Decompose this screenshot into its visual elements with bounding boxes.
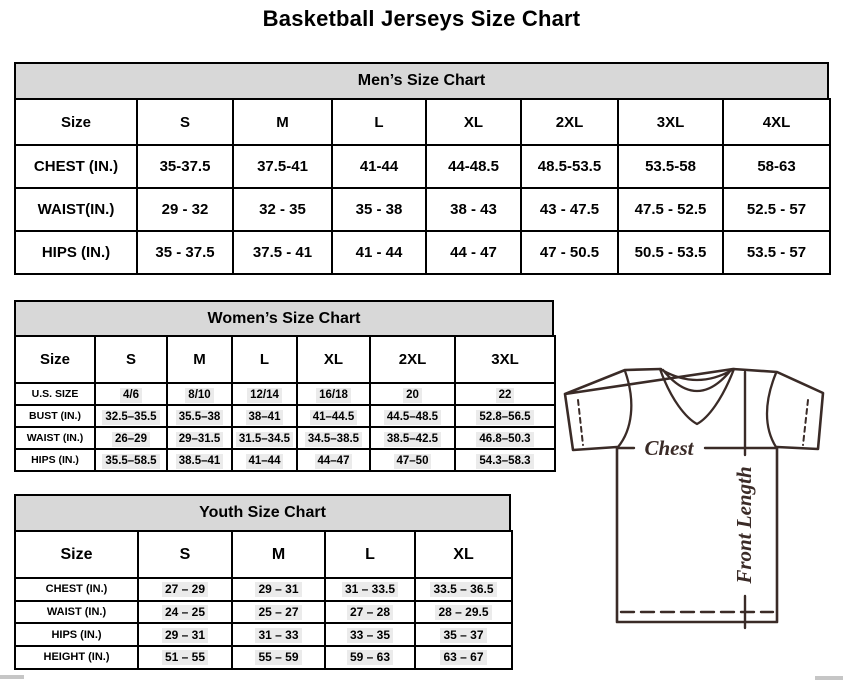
size-value-cell: [618, 188, 723, 231]
column-header: L: [325, 531, 415, 578]
size-value-cell: [167, 405, 232, 427]
size-value: 53.5-58: [645, 158, 696, 175]
size-value-cell: [232, 646, 325, 669]
size-value: 33 – 35: [347, 628, 393, 643]
size-value: 27 – 29: [162, 582, 208, 597]
size-value: 26–29: [112, 432, 150, 447]
chest-label: Chest: [644, 436, 694, 460]
column-header: M: [232, 531, 325, 578]
jersey-cuff-seam-left: [578, 400, 583, 445]
size-value: 29 – 31: [162, 628, 208, 643]
row-label: BUST (IN.): [15, 405, 95, 427]
size-value: 32 - 35: [259, 201, 306, 218]
size-value: 31 – 33.5: [342, 582, 398, 597]
size-value-cell: [415, 601, 512, 624]
table-row: [15, 601, 512, 624]
column-header: XL: [297, 336, 370, 383]
size-value-cell: [325, 601, 415, 624]
row-label: CHEST (IN.): [15, 145, 137, 188]
size-value-cell: [455, 405, 555, 427]
row-label: HEIGHT (IN.): [15, 646, 138, 669]
size-value-cell: [415, 578, 512, 601]
column-header: M: [233, 99, 332, 145]
size-value: 24 – 25: [162, 605, 208, 620]
size-value: 41–44: [246, 454, 284, 469]
size-value-cell: [138, 646, 232, 669]
size-value-cell: [233, 231, 332, 274]
size-value-cell: [137, 145, 233, 188]
size-value-cell: [325, 623, 415, 646]
table-row: [15, 188, 830, 231]
size-value-cell: [167, 427, 232, 449]
size-value: 34.5–38.5: [305, 432, 362, 447]
size-value: 4/6: [120, 388, 142, 403]
size-value-cell: [137, 188, 233, 231]
size-value: 52.8–56.5: [476, 410, 533, 425]
size-value: 41–44.5: [310, 410, 358, 425]
size-value: 38 - 43: [450, 201, 497, 218]
size-value: 29–31.5: [176, 432, 224, 447]
size-value-cell: [95, 405, 167, 427]
column-header: L: [232, 336, 297, 383]
size-value-cell: [232, 383, 297, 405]
size-value: 35 - 38: [355, 201, 403, 218]
size-value: 33.5 – 36.5: [430, 582, 496, 597]
size-value-cell: [426, 188, 521, 231]
size-value: 37.5-41: [257, 158, 308, 175]
mens-size-table: [14, 98, 831, 275]
page-title: Basketball Jerseys Size Chart: [262, 6, 581, 31]
size-value-cell: [332, 188, 426, 231]
size-value-cell: [426, 145, 521, 188]
size-value-cell: [455, 427, 555, 449]
size-value: 54.3–58.3: [476, 454, 533, 469]
size-value-cell: [297, 427, 370, 449]
size-value-cell: [232, 601, 325, 624]
size-value: 52.5 - 57: [746, 201, 807, 218]
size-value: 63 – 67: [440, 650, 486, 665]
size-value-cell: [233, 145, 332, 188]
table-row: [15, 405, 555, 427]
size-value-cell: [138, 578, 232, 601]
column-header: S: [138, 531, 232, 578]
size-value: 38.5–41: [176, 454, 224, 469]
youth-size-chart: [14, 494, 511, 670]
size-value: 53.5 - 57: [746, 244, 807, 261]
table-row: [15, 646, 512, 669]
row-label: WAIST (IN.): [15, 427, 95, 449]
womens-chart-title: Women’s Size Chart: [14, 300, 554, 337]
column-header: 4XL: [723, 99, 830, 145]
column-header: S: [95, 336, 167, 383]
size-value: 41 - 44: [355, 244, 403, 261]
horizontal-scrollbar-fragment-left[interactable]: [0, 675, 24, 679]
size-value-cell: [138, 623, 232, 646]
jersey-collar: [660, 369, 734, 424]
row-label: HIPS (IN.): [15, 623, 138, 646]
size-value-cell: [95, 383, 167, 405]
size-value: 44–47: [315, 454, 353, 469]
table-row: [15, 383, 555, 405]
size-value: 31 – 33: [255, 628, 301, 643]
size-value: 38.5–42.5: [384, 432, 441, 447]
size-value-cell: [332, 145, 426, 188]
size-value-cell: [370, 427, 455, 449]
header-row: [15, 531, 512, 578]
column-header: Size: [15, 336, 95, 383]
size-value: 47–50: [394, 454, 432, 469]
size-value-cell: [415, 623, 512, 646]
column-header: XL: [426, 99, 521, 145]
size-value-cell: [167, 449, 232, 471]
size-value-cell: [138, 601, 232, 624]
size-value-cell: [332, 231, 426, 274]
column-header: L: [332, 99, 426, 145]
size-value-cell: [521, 188, 618, 231]
size-value-cell: [521, 145, 618, 188]
jersey-measurement-diagram: [555, 360, 843, 679]
row-label: CHEST (IN.): [15, 578, 138, 601]
size-value-cell: [137, 231, 233, 274]
size-value-cell: [95, 449, 167, 471]
size-value-cell: [618, 231, 723, 274]
size-value-cell: [455, 383, 555, 405]
header-row: [15, 336, 555, 383]
size-value: 22: [496, 388, 515, 403]
youth-chart-title: Youth Size Chart: [14, 494, 511, 532]
size-value: 29 – 31: [255, 582, 301, 597]
size-value-cell: [455, 449, 555, 471]
size-value-cell: [618, 145, 723, 188]
size-value-cell: [370, 449, 455, 471]
column-header: Size: [15, 99, 137, 145]
column-header: 2XL: [521, 99, 618, 145]
size-value: 58-63: [757, 158, 796, 175]
size-value: 55 – 59: [255, 650, 301, 665]
size-value-cell: [723, 231, 830, 274]
column-header: XL: [415, 531, 512, 578]
row-label: HIPS (IN.): [15, 231, 137, 274]
size-value-cell: [723, 188, 830, 231]
size-value-cell: [723, 145, 830, 188]
size-value: 59 – 63: [347, 650, 393, 665]
row-label: WAIST (IN.): [15, 601, 138, 624]
size-value: 44.5–48.5: [384, 410, 441, 425]
table-row: [15, 623, 512, 646]
table-row: [15, 427, 555, 449]
size-value-cell: [297, 449, 370, 471]
column-header: 3XL: [455, 336, 555, 383]
size-value: 50.5 - 53.5: [634, 244, 707, 261]
size-value-cell: [415, 646, 512, 669]
size-value: 32.5–35.5: [102, 410, 159, 425]
size-value: 43 - 47.5: [539, 201, 600, 218]
size-value: 44-48.5: [448, 158, 499, 175]
mens-chart-title: Men’s Size Chart: [14, 62, 829, 100]
size-value-cell: [167, 383, 232, 405]
size-value-cell: [232, 405, 297, 427]
size-value: 35 – 37: [440, 628, 486, 643]
jersey-cuff-seam-right: [803, 400, 808, 445]
size-value: 28 – 29.5: [435, 605, 491, 620]
row-label: HIPS (IN.): [15, 449, 95, 471]
size-value: 47 - 50.5: [539, 244, 600, 261]
size-value-cell: [325, 578, 415, 601]
row-label: WAIST(IN.): [15, 188, 137, 231]
column-header: 2XL: [370, 336, 455, 383]
size-value: 8/10: [185, 388, 213, 403]
youth-size-table: [14, 530, 513, 670]
size-value-cell: [521, 231, 618, 274]
size-value: 35 - 37.5: [155, 244, 215, 261]
front-length-label: Front Length: [732, 466, 756, 584]
table-row: [15, 449, 555, 471]
column-header: 3XL: [618, 99, 723, 145]
row-label: U.S. SIZE: [15, 383, 95, 405]
size-value-cell: [370, 383, 455, 405]
womens-size-table: [14, 335, 556, 472]
size-value: 41-44: [359, 158, 399, 175]
size-value-cell: [232, 427, 297, 449]
size-value-cell: [370, 405, 455, 427]
mens-size-chart: [14, 62, 829, 275]
size-value: 44 - 47: [450, 244, 497, 261]
horizontal-scrollbar-fragment-right[interactable]: [815, 676, 843, 680]
size-value: 46.8–50.3: [476, 432, 533, 447]
size-value: 12/14: [247, 388, 282, 403]
size-value-cell: [426, 231, 521, 274]
size-value: 47.5 - 52.5: [634, 201, 707, 218]
size-value: 37.5 - 41: [252, 244, 313, 261]
size-value: 29 - 32: [161, 201, 209, 218]
size-value: 20: [403, 388, 422, 403]
size-value: 51 – 55: [162, 650, 208, 665]
size-value-cell: [233, 188, 332, 231]
size-value-cell: [297, 405, 370, 427]
size-value: 35.5–58.5: [102, 454, 159, 469]
size-value: 38–41: [246, 410, 284, 425]
size-value: 35-37.5: [159, 158, 211, 175]
table-row: [15, 231, 830, 274]
size-value: 35.5–38: [176, 410, 224, 425]
column-header: Size: [15, 531, 138, 578]
table-row: [15, 145, 830, 188]
size-value-cell: [297, 383, 370, 405]
column-header: S: [137, 99, 233, 145]
table-row: [15, 578, 512, 601]
size-value: 48.5-53.5: [537, 158, 602, 175]
column-header: M: [167, 336, 232, 383]
size-value-cell: [95, 427, 167, 449]
size-value-cell: [232, 623, 325, 646]
size-value-cell: [232, 449, 297, 471]
size-value: 25 – 27: [255, 605, 301, 620]
size-value-cell: [232, 578, 325, 601]
size-value: 27 – 28: [347, 605, 393, 620]
womens-size-chart: [14, 300, 554, 472]
header-row: [15, 99, 830, 145]
size-value-cell: [325, 646, 415, 669]
jersey-outline: [565, 369, 823, 622]
size-value: 31.5–34.5: [236, 432, 293, 447]
size-value: 16/18: [316, 388, 351, 403]
